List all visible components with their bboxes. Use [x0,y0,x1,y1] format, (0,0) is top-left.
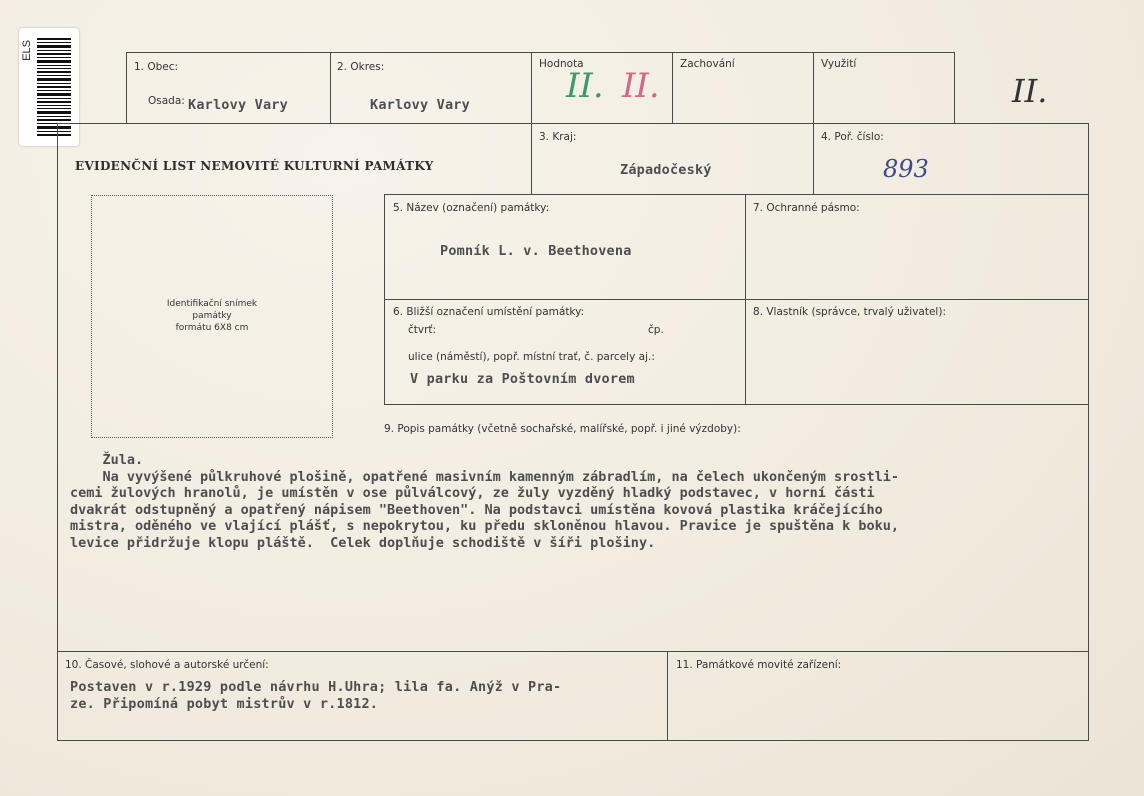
photo-placeholder [91,195,333,438]
zarizeni-label: 11. Památkové movité zařízení: [676,659,842,671]
urceni-label: 10. Časové, slohové a autorské určení: [65,659,269,671]
cp-label: čp. [648,324,664,336]
photo-caption-1: Identifikační snímek [166,299,258,309]
nazev-value: Pomník L. v. Beethovena [440,243,632,259]
okres-value: Karlovy Vary [370,97,470,113]
popis-text: Žula. Na vyvýšené půlkruhové plošině, opatřené masivním kamenným zábradlím, na čelech ukončeným srostli- cemi žulových hranolů, je umístěn v ose půlválcový, ze žuly vyzděný hladký podstavec, v horní části dvakrát odstupněný a opatřený nápisem "Beethoven". Na podstavci umístěna kovová plastika kráčejícího mistra, oděného ve vlající plášť, s nepokrytou, ku předu skloněnou hlavou. Pravice je spuštěna k boku, levice přidržuje klopu pláště. Celek doplňuje schodiště v šíři plošiny. [70,452,900,551]
hodnota-label: Hodnota [539,58,584,70]
photo-caption-2: památky [192,311,232,321]
kraj-label: 3. Kraj: [539,131,577,143]
umisteni-label: 6. Bližší označení umístění památky: [393,306,585,318]
por-cislo-value: 893 [883,155,929,183]
obec-label: 1. Obec: [134,61,179,73]
photo-caption-3: formátu 6X8 cm [175,323,249,333]
sticker-label: ELS [21,40,33,61]
hodnota-mark-red: II. [622,66,660,106]
ochranne-label: 7. Ochranné pásmo: [753,202,860,214]
umisteni-value: V parku za Poštovním dvorem [410,371,635,387]
por-cislo-label: 4. Poř. číslo: [821,131,884,143]
urceni-line-1: Postaven v r.1929 podle návrhu H.Uhra; lila fa. Anýž v Pra- [70,679,562,695]
hodnota-mark-green: II. [566,66,604,106]
document-title: EVIDENČNÍ LIST NEMOVITÉ KULTURNÍ PAMÁTKY [75,159,434,173]
zachovani-label: Zachování [680,58,735,70]
nazev-label: 5. Název (označení) památky: [393,202,550,214]
ulice-label: ulice (náměstí), popř. místní trať, č. parcely aj.: [408,351,655,363]
popis-label: 9. Popis památky (včetně sochařské, malířské, popř. i jiné výzdoby): [384,423,741,435]
osada-label: Osada: [148,95,185,107]
urceni-line-2: ze. Připomíná pobyt mistrův v r.1812. [70,696,379,712]
vlastnik-label: 8. Vlastník (správce, trvalý uživatel): [753,306,946,318]
right-mark: II. [1012,72,1048,110]
okres-label: 2. Okres: [337,61,385,73]
vyuziti-label: Využití [821,58,857,70]
obec-value: Karlovy Vary [188,97,288,113]
kraj-value: Západočeský [620,162,712,178]
ctvrt-label: čtvrť: [408,324,437,336]
